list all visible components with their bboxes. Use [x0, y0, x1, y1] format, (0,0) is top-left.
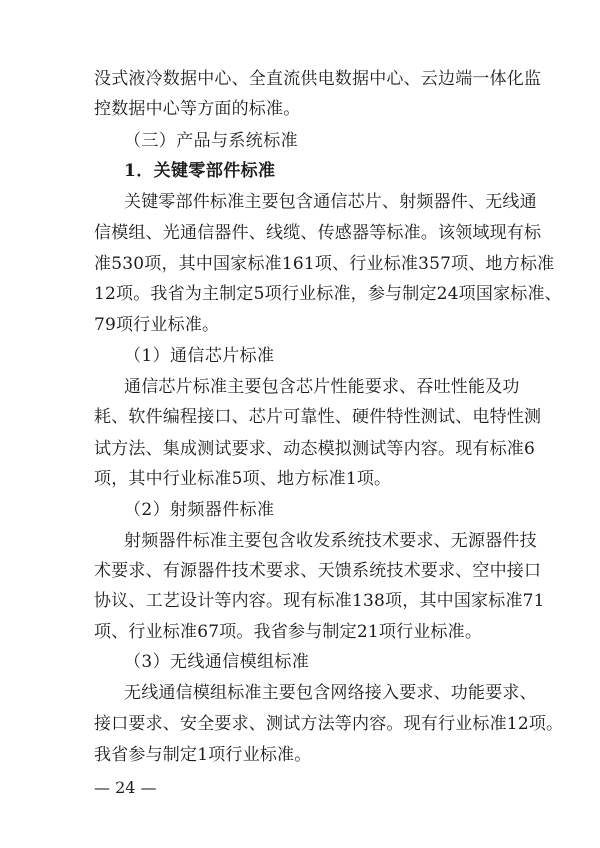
item-heading: （1）通信芯片标准 — [124, 346, 275, 366]
body-text-line: 没式液冷数据中心、全直流供电数据中心、云边端一体化监 — [94, 69, 542, 89]
body-text-line: 项、行业标准67项。我省参与制定21项行业标准。 — [94, 622, 483, 642]
body-text-line: 射频器件标准主要包含收发系统技术要求、无源器件技 — [124, 531, 537, 551]
section-heading: （三）产品与系统标准 — [124, 131, 298, 151]
body-text-line: 准530项，其中国家标准161项、行业标准357项、地方标准 — [94, 254, 555, 274]
body-text-line: 我省参与制定1项行业标准。 — [94, 745, 312, 765]
body-text-line: 术要求、有源器件技术要求、天馈系统技术要求、空中接口 — [94, 561, 542, 581]
body-text-line: 79项行业标准。 — [94, 315, 220, 335]
body-text-line: 试方法、集成测试要求、动态模拟测试等内容。现有标准6 — [94, 439, 536, 459]
body-text-line: 耗、软件编程接口、芯片可靠性、硬件特性测试、电特性测 — [94, 407, 542, 427]
body-text-line: 接口要求、安全要求、测试方法等内容。现有行业标准12项。 — [94, 714, 564, 734]
body-text-line: 信模组、光通信器件、线缆、传感器等标准。该领域现有标 — [94, 223, 542, 243]
body-text-line: 关键零部件标准主要包含通信芯片、射频器件、无线通 — [124, 192, 537, 212]
item-heading: （2）射频器件标准 — [124, 500, 275, 520]
subsection-heading: 1．关键零部件标准 — [124, 161, 276, 181]
item-heading: （3）无线通信模组标准 — [124, 652, 310, 672]
body-text-line: 无线通信模组标准主要包含网络接入要求、功能要求、 — [124, 683, 537, 703]
page-number: — 24 — — [94, 778, 157, 797]
body-text-line: 12项。我省为主制定5项行业标准，参与制定24项国家标准、 — [94, 284, 562, 304]
body-text-line: 控数据中心等方面的标准。 — [94, 99, 301, 119]
body-text-line: 项，其中行业标准5项、地方标准1项。 — [94, 469, 392, 489]
body-text-line: 通信芯片标准主要包含芯片性能要求、吞吐性能及功 — [124, 377, 520, 397]
body-text-line: 协议、工艺设计等内容。现有标准138项，其中国家标准71 — [94, 591, 545, 611]
